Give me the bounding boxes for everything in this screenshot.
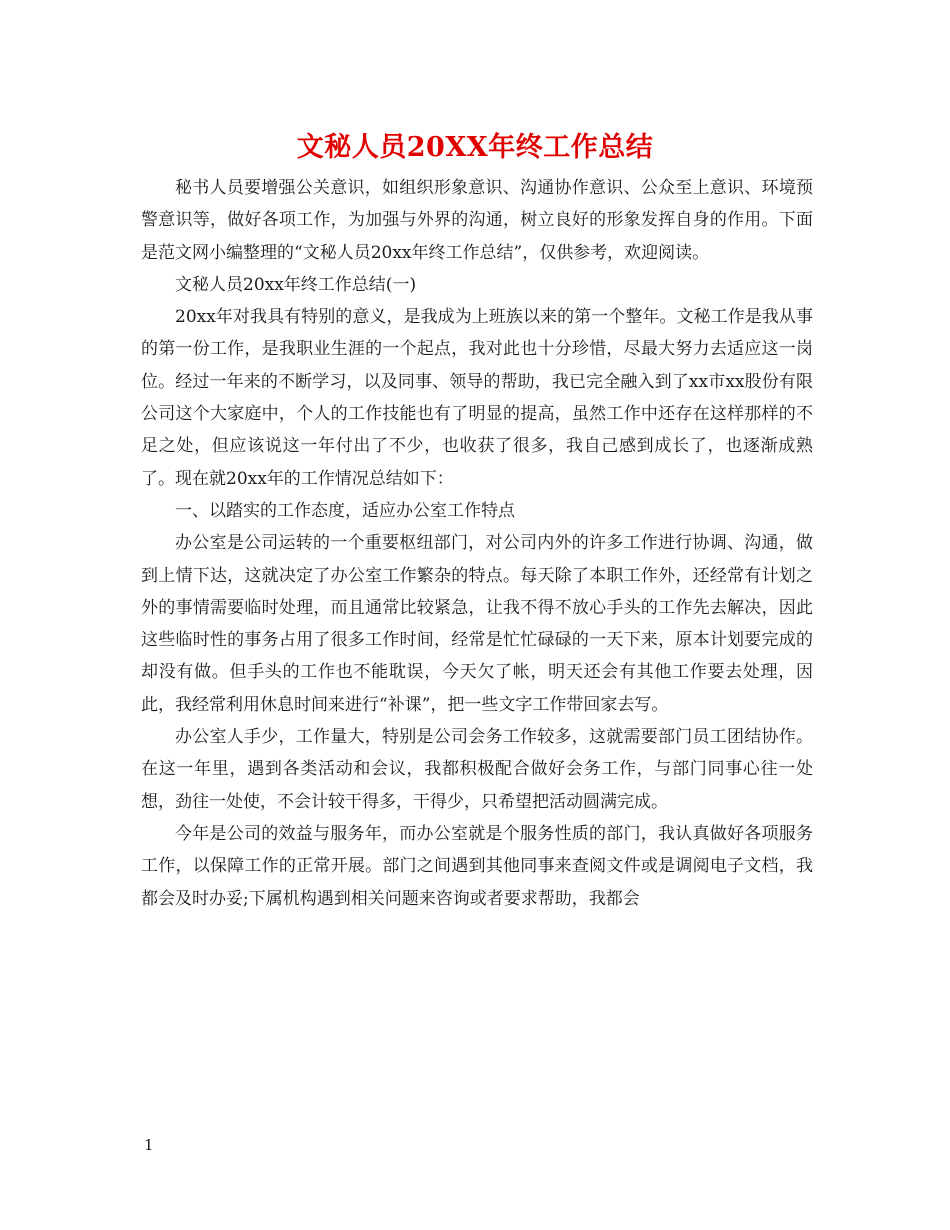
paragraph-teamwork: 办公室人手少，工作量大，特别是公司会务工作较多，这就需要部门员工团结协作。在这一年里，遇到各类活动和会议，我都积极配合做好会务工作，与部门同事心往一处想，劲往一处使，不会计较干得多，干得少，只希望把活动圆满完成。 — [141, 727, 813, 812]
paragraph-service: 今年是公司的效益与服务年，而办公室就是个服务性质的部门，我认真做好各项服务工作，以保障工作的正常开展。部门之间遇到其他同事来查阅文件或是调阅电子文档，我都会及时办妥;下属机构遇到相关问题来咨询或者要求帮助，我都会 — [141, 823, 813, 909]
paragraph-overview: 20xx年对我具有特别的意义，是我成为上班族以来的第一个整年。文秘工作是我从事的第一份工作，是我职业生涯的一个起点，我对此也十分珍惜，尽最大努力去适应这一岗位。经过一年来的不断学习，以及同事、领导的帮助，我已完全融入到了xx市xx股份有限公司这个大家庭中，个人的工作技能也有了明显的提高，虽然工作中还存在这样那样的不足之处，但应该说这一年付出了不少，也收获了很多，我自己感到成长了，也逐渐成熟了。现在就20xx年的工作情况总结如下： — [141, 307, 813, 489]
paragraph-section-heading: 一、以踏实的工作态度，适应办公室工作特点 — [175, 500, 515, 521]
document-body — [141, 172, 813, 915]
paragraph-intro: 秘书人员要增强公关意识，如组织形象意识、沟通协作意识、公众至上意识、环境预警意识等，做好各项工作，为加强与外界的沟通，树立良好的形象发挥自身的作用。下面是范文网小编整理的“文秘人员20xx年终工作总结”，仅供参考，欢迎阅读。 — [141, 178, 813, 263]
paragraph-office-characteristics: 办公室是公司运转的一个重要枢纽部门，对公司内外的许多工作进行协调、沟通，做到上情下达，这就决定了办公室工作繁杂的特点。每天除了本职工作外，还经常有计划之外的事情需要临时处理，而且通常比较紧急，让我不得不放心手头的工作先去解决，因此这些临时性的事务占用了很多工作时间，经常是忙忙碌碌的一天下来，原本计划要完成的却没有做。但手头的工作也不能耽误，今天欠了帐，明天还会有其他工作要去处理，因此，我经常利用休息时间来进行“补课”，把一些文字工作带回家去写。 — [141, 533, 813, 715]
document-title: 文秘人员20XX年终工作总结 — [296, 132, 654, 163]
paragraph-subtitle: 文秘人员20xx年终工作总结(一) — [175, 274, 417, 295]
page-number: 1 — [144, 1136, 154, 1154]
